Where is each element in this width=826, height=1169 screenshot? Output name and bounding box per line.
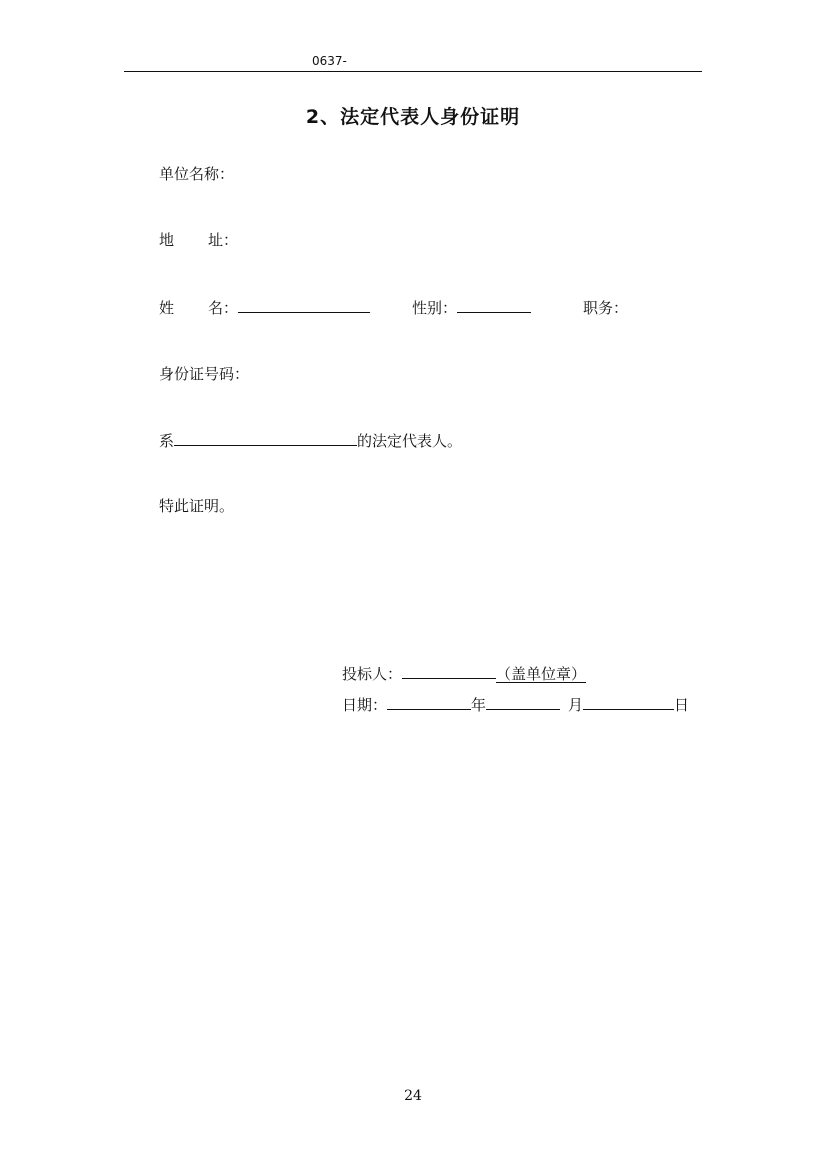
date-label: 日期： bbox=[342, 696, 388, 714]
page-number: 24 bbox=[404, 1088, 422, 1104]
gender-label: 性别： bbox=[412, 299, 458, 317]
certify-text: 特此证明。 bbox=[159, 497, 235, 515]
certify-row bbox=[159, 496, 234, 516]
day-blank[interactable] bbox=[583, 694, 674, 710]
month-label: 月 bbox=[568, 696, 584, 714]
company-blank[interactable] bbox=[174, 430, 357, 446]
unit-name-row bbox=[159, 164, 234, 184]
id-number-label: 身份证号码： bbox=[159, 365, 250, 383]
address-label-1: 地 bbox=[159, 231, 175, 249]
unit-name-label: 单位名称： bbox=[159, 165, 235, 183]
id-number-row bbox=[159, 364, 249, 384]
name-label-1: 姓 bbox=[159, 299, 175, 317]
month-blank[interactable] bbox=[486, 694, 560, 710]
name-row bbox=[159, 297, 628, 318]
bidder-blank[interactable] bbox=[402, 663, 496, 679]
address-row bbox=[159, 230, 238, 250]
relation-prefix: 系 bbox=[159, 432, 175, 450]
day-label: 日 bbox=[674, 696, 690, 714]
date-row bbox=[342, 694, 689, 715]
bidder-label: 投标人： bbox=[342, 665, 403, 683]
name-label-2: 名： bbox=[208, 299, 239, 317]
relation-row bbox=[159, 430, 462, 451]
year-label: 年 bbox=[471, 696, 487, 714]
address-label-2: 址： bbox=[208, 231, 239, 249]
gender-blank[interactable] bbox=[457, 297, 531, 313]
year-blank[interactable] bbox=[387, 694, 471, 710]
name-blank[interactable] bbox=[238, 297, 370, 313]
page-title: 2、法定代表人身份证明 bbox=[305, 106, 521, 128]
bidder-row bbox=[342, 663, 586, 684]
relation-suffix: 的法定代表人。 bbox=[357, 432, 463, 450]
position-label: 职务： bbox=[583, 299, 629, 317]
seal-note: （盖单位章） bbox=[496, 665, 587, 683]
header-code: 0637- bbox=[312, 54, 347, 68]
header-rule bbox=[124, 71, 702, 72]
